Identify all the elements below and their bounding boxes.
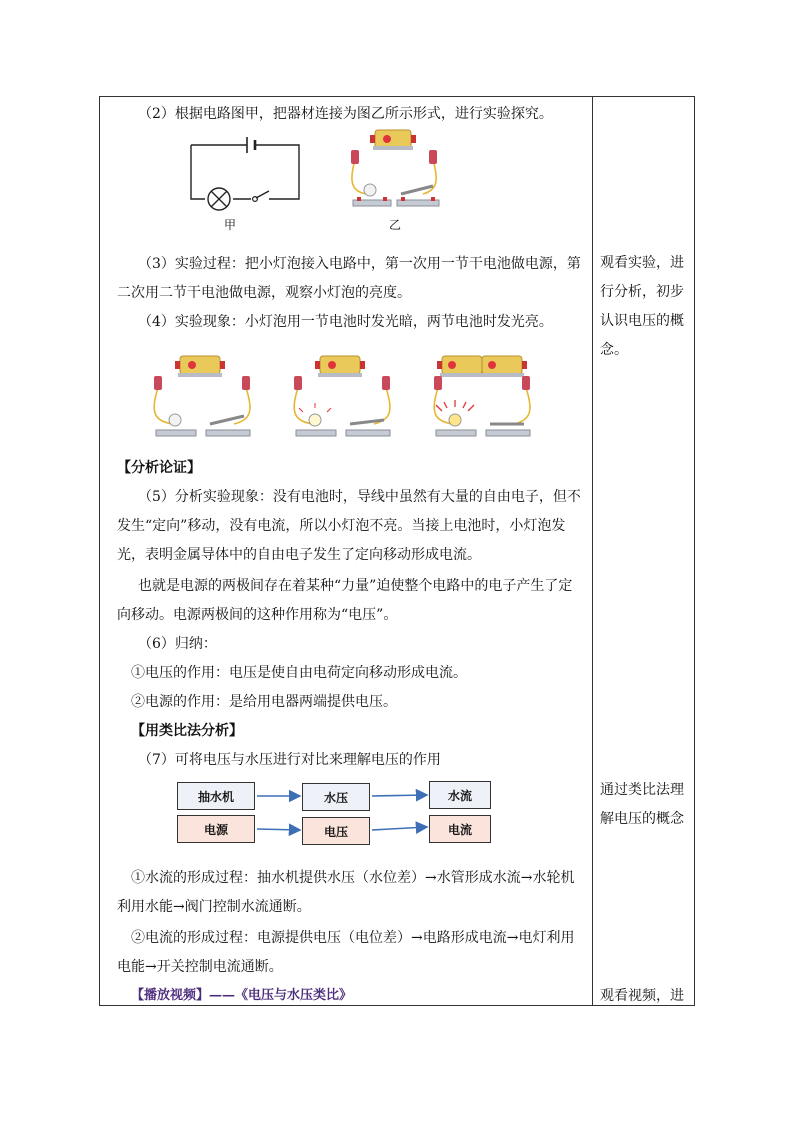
side-note-line: 观看实验，进	[600, 255, 684, 271]
water-flow-line-1: ①水流的形成过程：抽水机提供水压（水位差）→水管形成水流→水轮机	[131, 870, 575, 886]
step-3-line-2: 二次用二节干电池做电源，观察小灯泡的亮度。	[117, 285, 411, 301]
box-water-flow: 水流	[429, 781, 491, 809]
side-note-line: 念。	[600, 342, 628, 358]
side-note-line: 解电压的概念	[600, 811, 684, 827]
side-note-video	[600, 982, 688, 1011]
box-pump: 抽水机	[177, 782, 255, 810]
experiment-photo-1	[150, 350, 260, 440]
caption-yi: 乙	[389, 218, 402, 232]
box-power-source: 电源	[177, 815, 255, 843]
step-7-text: （7）可将电压与水压进行对比来理解电压的作用	[138, 752, 441, 768]
column-divider	[592, 96, 593, 1006]
caption-jia: 甲	[224, 218, 237, 232]
analogy-arrows	[255, 785, 430, 845]
step-2-text: （2）根据电路图甲，把器材连接为图乙所示形式，进行实验探究。	[138, 106, 553, 122]
video-link[interactable]: 【播放视频】——《电压与水压类比》	[131, 988, 353, 1003]
current-line-2: 电能→开关控制电流通断。	[117, 959, 283, 975]
step-5-line-2: 发生“定向”移动，没有电流，所以小灯泡不亮。当接上电池时，小灯泡发	[117, 518, 566, 534]
voltage-def-line-1: 也就是电源的两极间存在着某种“力量”迫使整个电路中的电子产生了定	[138, 578, 573, 594]
box-voltage: 电压	[302, 817, 370, 845]
side-note-line: 认识电压的概	[600, 313, 684, 329]
side-note-analogy	[600, 776, 688, 834]
side-note-line: 观看视频，进	[600, 988, 684, 1004]
experiment-photo-3	[430, 350, 540, 440]
heading-analogy: 【用类比法分析】	[131, 723, 243, 739]
step-6-text: （6）归纳：	[138, 636, 217, 652]
step-5-line-3: 光，表明金属导体中的自由电子发生了定向移动形成电流。	[117, 547, 481, 563]
side-note-line: 行分析，初步	[600, 284, 684, 300]
circuit-diagram-jia	[185, 135, 305, 215]
voltage-def-line-2: 向移动。电源两极间的这种作用称为“电压”。	[117, 607, 398, 623]
side-note-line: 通过类比法理	[600, 782, 684, 798]
summary-source: ②电源的作用：是给用电器两端提供电压。	[131, 694, 397, 710]
experiment-photo-2	[290, 350, 400, 440]
step-5-line-1: （5）分析实验现象：没有电池时，导线中虽然有大量的自由电子，但不	[138, 489, 581, 505]
summary-voltage: ①电压的作用：电压是使自由电荷定向移动形成电流。	[131, 665, 467, 681]
heading-analysis: 【分析论证】	[117, 460, 201, 476]
current-line-1: ②电流的形成过程：电源提供电压（电位差）→电路形成电流→电灯利用	[131, 930, 575, 946]
side-note-experiment	[600, 249, 688, 365]
step-4-text: （4）实验现象：小灯泡用一节电池时发光暗，两节电池时发光亮。	[138, 314, 553, 330]
water-flow-line-2: 利用水能→阀门控制水流通断。	[117, 899, 311, 915]
box-water-pressure: 水压	[302, 783, 370, 811]
box-current: 电流	[429, 815, 491, 843]
circuit-photo-yi	[345, 126, 445, 216]
step-3-line-1: （3）实验过程：把小灯泡接入电路中，第一次用一节干电池做电源，第	[138, 256, 581, 272]
